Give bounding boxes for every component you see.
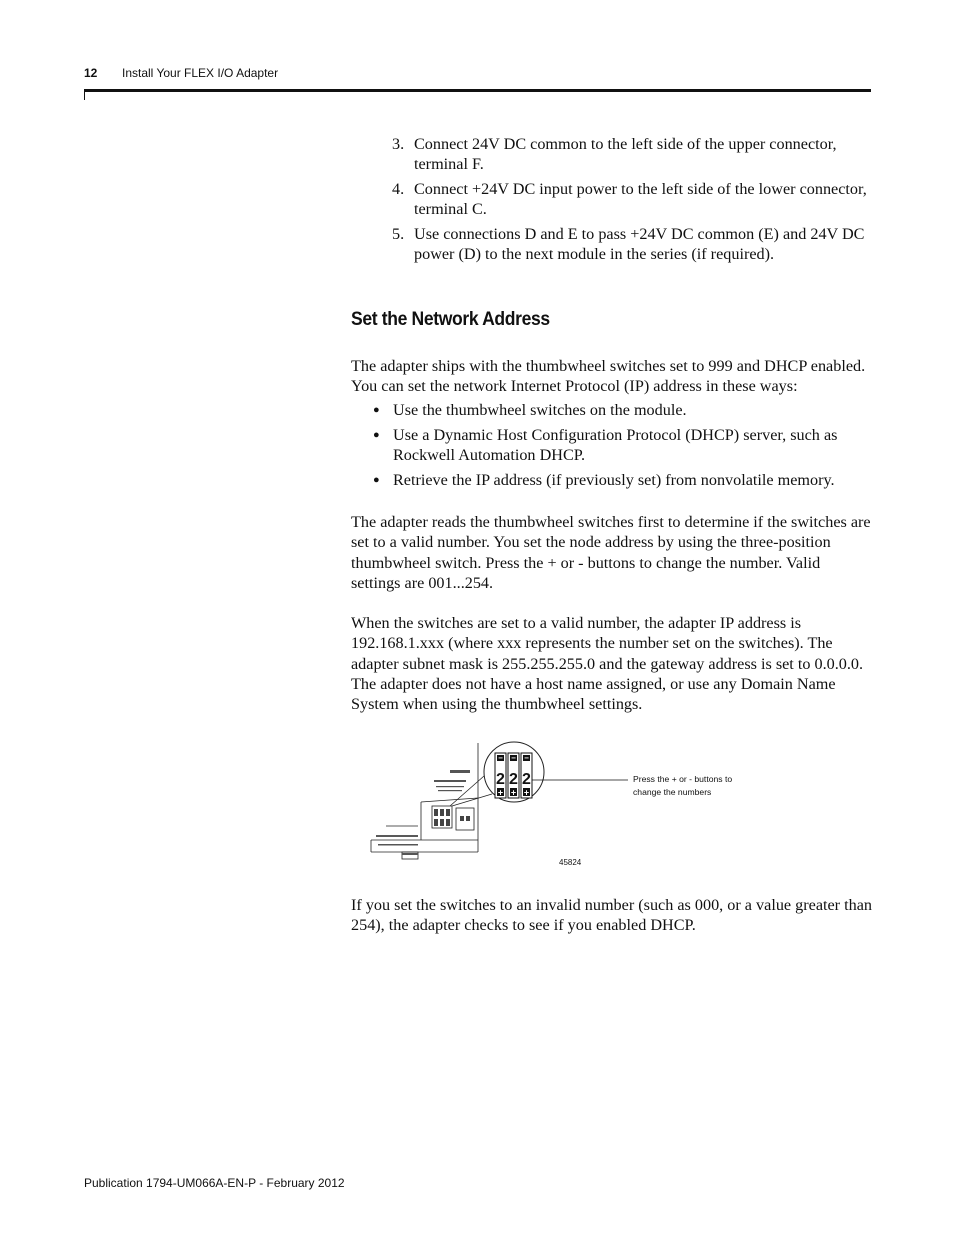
bullet-icon: ●	[373, 473, 380, 486]
figure-id: 45824	[559, 858, 582, 867]
bullet-icon: ●	[373, 404, 380, 416]
minus-button: −	[498, 753, 503, 763]
switch-digit: 2	[509, 771, 518, 788]
minus-button: −	[524, 753, 529, 763]
thumbwheel-figure	[366, 740, 746, 870]
plus-button: +	[523, 787, 530, 798]
chapter-title: Install Your FLEX I/O Adapter	[122, 66, 279, 80]
bullet-icon: ●	[373, 428, 380, 441]
step-text: Connect 24V DC common to the left side of the upper connector, terminal F.	[414, 135, 837, 174]
bullet-list	[373, 400, 873, 495]
plus-button: +	[497, 787, 504, 798]
step-item	[392, 134, 872, 175]
bullet-item	[373, 425, 873, 466]
figure-callout	[633, 773, 732, 798]
page-number: 12	[84, 66, 98, 80]
step-text: Use connections D and E to pass +24V DC common (E) and 24V DC power (D) to the next module in the series (if required).	[414, 225, 865, 264]
bullet-text: Use a Dynamic Host Configuration Protocol (DHCP) server, such as Rockwell Automation DHCP.	[393, 425, 838, 465]
bullet-item	[373, 470, 873, 490]
step-number: 4.	[392, 180, 405, 199]
bullet-text: Retrieve the IP address (if previously set) from nonvolatile memory.	[393, 470, 835, 489]
minus-button: −	[511, 753, 516, 763]
switch-digit: 2	[522, 771, 531, 788]
intro-paragraph: The adapter ships with the thumbwheel switches set to 999 and DHCP enabled. You can set the network Internet Protocol (IP) address in these ways:	[351, 357, 866, 396]
ip-address-paragraph: When the switches are set to a valid number, the adapter IP address is 192.168.1.xxx (where xxx represents the number set on the switches). The adapter subnet mask is 255.255.255.0 and the gateway address is set to 0.0.0.0. The adapter does not have a host name assigned, or use any Domain Name System when using the thumbwheel settings.	[351, 614, 864, 714]
bullet-text: Use the thumbwheel switches on the module.	[393, 401, 687, 419]
thumbwheel-paragraph: The adapter reads the thumbwheel switches first to determine if the switches are set to a valid number. You set the node address by using the three-position thumbwheel switch. Press the + or - buttons to change the number. Valid settings are 001...254.	[351, 513, 871, 592]
callout-line: Press the + or - buttons to	[633, 774, 733, 784]
invalid-number-paragraph: If you set the switches to an invalid number (such as 000, or a value greater than 254), the adapter checks to see if you enabled DHCP.	[351, 896, 872, 935]
step-number: 3.	[392, 135, 405, 153]
switch-digit: 2	[496, 771, 505, 788]
adapter-illustration	[366, 740, 746, 870]
plus-button: +	[510, 787, 517, 798]
page-footer: Publication 1794-UM066A-EN-P - February 2012	[84, 1176, 345, 1190]
header-rule	[84, 89, 871, 92]
page-header	[84, 66, 278, 80]
step-list	[392, 134, 872, 269]
section-heading: Set the Network Address	[351, 308, 550, 330]
header-tick	[84, 90, 85, 100]
callout-line: change the numbers	[633, 786, 712, 797]
step-text: Connect +24V DC input power to the left side of the lower connector, terminal C.	[414, 180, 867, 219]
bullet-item	[373, 400, 873, 420]
step-number: 5.	[392, 225, 405, 244]
step-item	[392, 179, 872, 220]
step-item	[392, 224, 872, 265]
